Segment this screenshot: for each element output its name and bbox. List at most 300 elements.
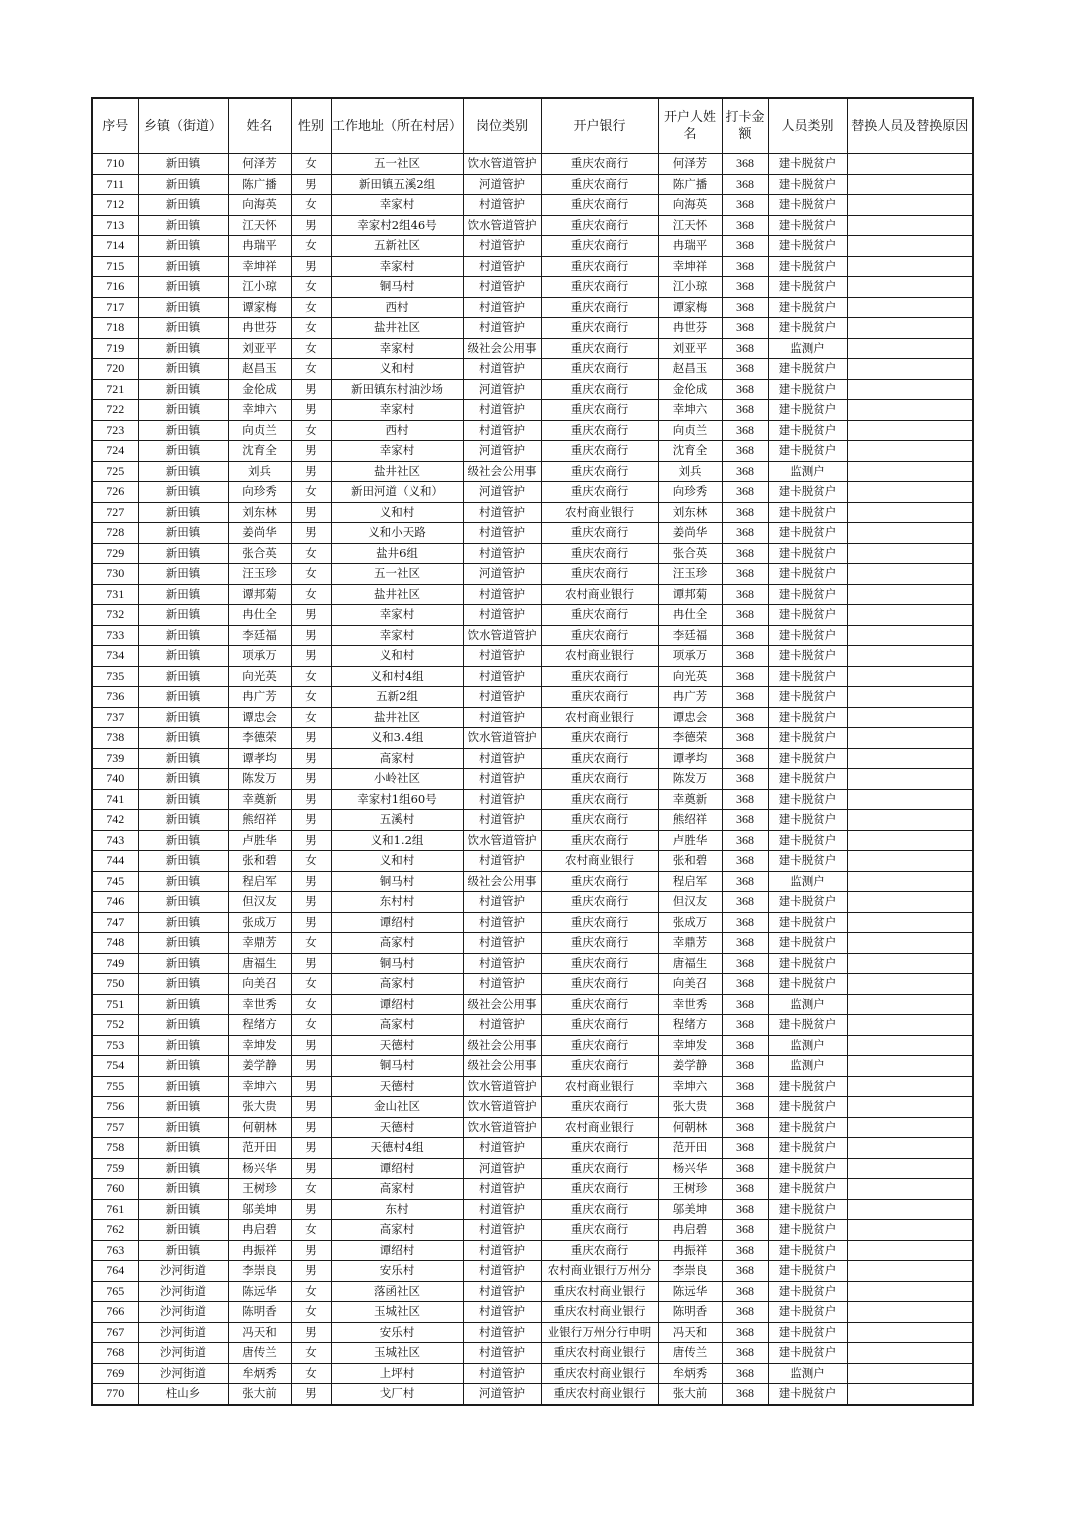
post-type-cell: 村道管护 xyxy=(463,748,541,769)
address-cell: 东村 xyxy=(331,1199,463,1220)
category-cell: 建卡脱贫户 xyxy=(768,707,847,728)
post-type-cell: 村道管护 xyxy=(463,769,541,790)
gender-cell: 男 xyxy=(291,523,331,544)
category-cell: 建卡脱贫户 xyxy=(768,277,847,298)
gender-cell: 女 xyxy=(291,195,331,216)
category-cell: 建卡脱贫户 xyxy=(768,1179,847,1200)
name-cell: 冉广芳 xyxy=(228,687,291,708)
serial-cell: 770 xyxy=(92,1384,138,1405)
amount-cell: 368 xyxy=(722,728,768,749)
replacement-cell xyxy=(847,1097,973,1118)
township-cell: 新田镇 xyxy=(138,707,228,728)
bank-cell: 重庆农商行 xyxy=(541,1138,658,1159)
gender-cell: 男 xyxy=(291,810,331,831)
bank-cell: 重庆农商行 xyxy=(541,810,658,831)
bank-cell: 重庆农商行 xyxy=(541,1035,658,1056)
account-holder-cell: 张大前 xyxy=(658,1384,722,1405)
table-row xyxy=(92,256,973,277)
replacement-cell xyxy=(847,851,973,872)
gender-cell: 女 xyxy=(291,482,331,503)
name-cell: 张大贵 xyxy=(228,1097,291,1118)
gender-cell: 女 xyxy=(291,707,331,728)
account-holder-cell: 向光英 xyxy=(658,666,722,687)
account-holder-cell: 李崇良 xyxy=(658,1261,722,1282)
bank-cell: 重庆农商行 xyxy=(541,789,658,810)
replacement-cell xyxy=(847,769,973,790)
serial-cell: 740 xyxy=(92,769,138,790)
replacement-cell xyxy=(847,871,973,892)
header-person-category: 人员类别 xyxy=(768,98,847,154)
post-type-cell: 村道管护 xyxy=(463,789,541,810)
address-cell: 五新社区 xyxy=(331,236,463,257)
category-cell: 建卡脱贫户 xyxy=(768,174,847,195)
replacement-cell xyxy=(847,1281,973,1302)
address-cell: 小岭社区 xyxy=(331,769,463,790)
table-row xyxy=(92,584,973,605)
header-replacement: 替换人员及替换原因 xyxy=(847,98,973,154)
serial-cell: 753 xyxy=(92,1035,138,1056)
name-cell: 冉仕全 xyxy=(228,605,291,626)
address-cell: 义和1.2组 xyxy=(331,830,463,851)
serial-cell: 754 xyxy=(92,1056,138,1077)
post-type-cell: 村道管护 xyxy=(463,1015,541,1036)
replacement-cell xyxy=(847,728,973,749)
category-cell: 建卡脱贫户 xyxy=(768,748,847,769)
category-cell: 建卡脱贫户 xyxy=(768,605,847,626)
township-cell: 新田镇 xyxy=(138,379,228,400)
serial-cell: 768 xyxy=(92,1343,138,1364)
table-row xyxy=(92,810,973,831)
gender-cell: 男 xyxy=(291,625,331,646)
table-row xyxy=(92,543,973,564)
name-cell: 冯天和 xyxy=(228,1322,291,1343)
bank-cell: 重庆农商行 xyxy=(541,195,658,216)
name-cell: 金伦成 xyxy=(228,379,291,400)
serial-cell: 729 xyxy=(92,543,138,564)
post-type-cell: 河道管护 xyxy=(463,564,541,585)
township-cell: 新田镇 xyxy=(138,297,228,318)
account-holder-cell: 幸坤六 xyxy=(658,400,722,421)
serial-cell: 723 xyxy=(92,420,138,441)
township-cell: 新田镇 xyxy=(138,359,228,380)
amount-cell: 368 xyxy=(722,892,768,913)
address-cell: 铜马村 xyxy=(331,871,463,892)
bank-cell: 重庆农商行 xyxy=(541,461,658,482)
township-cell: 新田镇 xyxy=(138,666,228,687)
post-type-cell: 级社会公用事 xyxy=(463,1035,541,1056)
bank-cell: 重庆农商行 xyxy=(541,769,658,790)
replacement-cell xyxy=(847,482,973,503)
gender-cell: 女 xyxy=(291,666,331,687)
bank-cell: 重庆农商行 xyxy=(541,1179,658,1200)
replacement-cell xyxy=(847,277,973,298)
bank-cell: 重庆农商行 xyxy=(541,523,658,544)
name-cell: 刘兵 xyxy=(228,461,291,482)
table-row xyxy=(92,851,973,872)
address-cell: 谭绍村 xyxy=(331,994,463,1015)
serial-cell: 734 xyxy=(92,646,138,667)
bank-cell: 重庆农商行 xyxy=(541,728,658,749)
serial-cell: 739 xyxy=(92,748,138,769)
serial-cell: 721 xyxy=(92,379,138,400)
amount-cell: 368 xyxy=(722,1363,768,1384)
bank-cell: 重庆农商行 xyxy=(541,687,658,708)
category-cell: 建卡脱贫户 xyxy=(768,666,847,687)
gender-cell: 女 xyxy=(291,297,331,318)
gender-cell: 女 xyxy=(291,1363,331,1384)
account-holder-cell: 刘亚平 xyxy=(658,338,722,359)
township-cell: 新田镇 xyxy=(138,1035,228,1056)
gender-cell: 女 xyxy=(291,338,331,359)
township-cell: 新田镇 xyxy=(138,1179,228,1200)
replacement-cell xyxy=(847,994,973,1015)
name-cell: 但汉友 xyxy=(228,892,291,913)
table-row xyxy=(92,174,973,195)
serial-cell: 731 xyxy=(92,584,138,605)
table-row xyxy=(92,338,973,359)
category-cell: 建卡脱贫户 xyxy=(768,441,847,462)
township-cell: 新田镇 xyxy=(138,769,228,790)
township-cell: 新田镇 xyxy=(138,400,228,421)
address-cell: 高家村 xyxy=(331,974,463,995)
category-cell: 建卡脱贫户 xyxy=(768,564,847,585)
post-type-cell: 饮水管道管护 xyxy=(463,1117,541,1138)
address-cell: 幸家村 xyxy=(331,195,463,216)
post-type-cell: 村道管护 xyxy=(463,195,541,216)
category-cell: 建卡脱贫户 xyxy=(768,1015,847,1036)
replacement-cell xyxy=(847,1035,973,1056)
account-holder-cell: 王树珍 xyxy=(658,1179,722,1200)
replacement-cell xyxy=(847,461,973,482)
township-cell: 新田镇 xyxy=(138,1220,228,1241)
amount-cell: 368 xyxy=(722,646,768,667)
gender-cell: 男 xyxy=(291,1056,331,1077)
bank-cell: 重庆农商行 xyxy=(541,912,658,933)
address-cell: 幸家村 xyxy=(331,400,463,421)
address-cell: 盐井社区 xyxy=(331,318,463,339)
header-account-holder: 开户人姓名 xyxy=(658,98,722,154)
serial-cell: 712 xyxy=(92,195,138,216)
address-cell: 谭绍村 xyxy=(331,1240,463,1261)
account-holder-cell: 向海英 xyxy=(658,195,722,216)
gender-cell: 女 xyxy=(291,359,331,380)
replacement-cell xyxy=(847,1363,973,1384)
amount-cell: 368 xyxy=(722,769,768,790)
bank-cell: 重庆农村商业银行 xyxy=(541,1343,658,1364)
address-cell: 幸家村 xyxy=(331,338,463,359)
gender-cell: 女 xyxy=(291,318,331,339)
amount-cell: 368 xyxy=(722,256,768,277)
bank-cell: 农村商业银行 xyxy=(541,584,658,605)
township-cell: 沙河街道 xyxy=(138,1302,228,1323)
category-cell: 建卡脱贫户 xyxy=(768,359,847,380)
category-cell: 建卡脱贫户 xyxy=(768,318,847,339)
township-cell: 新田镇 xyxy=(138,174,228,195)
table-row xyxy=(92,789,973,810)
post-type-cell: 村道管护 xyxy=(463,605,541,626)
replacement-cell xyxy=(847,707,973,728)
post-type-cell: 村道管护 xyxy=(463,277,541,298)
amount-cell: 368 xyxy=(722,584,768,605)
amount-cell: 368 xyxy=(722,461,768,482)
bank-cell: 重庆农商行 xyxy=(541,277,658,298)
category-cell: 监测户 xyxy=(768,1056,847,1077)
name-cell: 陈明香 xyxy=(228,1302,291,1323)
table-row xyxy=(92,154,973,175)
post-type-cell: 河道管护 xyxy=(463,174,541,195)
table-row xyxy=(92,666,973,687)
address-cell: 盐井社区 xyxy=(331,584,463,605)
name-cell: 刘东林 xyxy=(228,502,291,523)
bank-cell: 农村商业银行万州分 xyxy=(541,1261,658,1282)
name-cell: 冉世芬 xyxy=(228,318,291,339)
table-row xyxy=(92,1240,973,1261)
bank-cell: 农村商业银行 xyxy=(541,1117,658,1138)
address-cell: 幸家村1组60号 xyxy=(331,789,463,810)
account-holder-cell: 程启军 xyxy=(658,871,722,892)
township-cell: 新田镇 xyxy=(138,584,228,605)
replacement-cell xyxy=(847,441,973,462)
amount-cell: 368 xyxy=(722,994,768,1015)
address-cell: 五溪村 xyxy=(331,810,463,831)
replacement-cell xyxy=(847,830,973,851)
category-cell: 监测户 xyxy=(768,871,847,892)
account-holder-cell: 谭家梅 xyxy=(658,297,722,318)
gender-cell: 男 xyxy=(291,1097,331,1118)
bank-cell: 重庆农商行 xyxy=(541,666,658,687)
table-row xyxy=(92,1015,973,1036)
address-cell: 玉城社区 xyxy=(331,1302,463,1323)
replacement-cell xyxy=(847,1056,973,1077)
replacement-cell xyxy=(847,1117,973,1138)
township-cell: 沙河街道 xyxy=(138,1363,228,1384)
header-township: 乡镇（街道） xyxy=(138,98,228,154)
post-type-cell: 饮水管道管护 xyxy=(463,625,541,646)
amount-cell: 368 xyxy=(722,502,768,523)
serial-cell: 762 xyxy=(92,1220,138,1241)
bank-cell: 重庆农村商业银行 xyxy=(541,1363,658,1384)
name-cell: 谭邦菊 xyxy=(228,584,291,605)
township-cell: 新田镇 xyxy=(138,892,228,913)
category-cell: 建卡脱贫户 xyxy=(768,892,847,913)
bank-cell: 重庆农商行 xyxy=(541,174,658,195)
replacement-cell xyxy=(847,1015,973,1036)
township-cell: 沙河街道 xyxy=(138,1343,228,1364)
amount-cell: 368 xyxy=(722,564,768,585)
account-holder-cell: 冉瑞平 xyxy=(658,236,722,257)
bank-cell: 农村商业银行 xyxy=(541,502,658,523)
township-cell: 新田镇 xyxy=(138,1097,228,1118)
name-cell: 汪玉珍 xyxy=(228,564,291,585)
address-cell: 落函社区 xyxy=(331,1281,463,1302)
category-cell: 建卡脱贫户 xyxy=(768,1220,847,1241)
gender-cell: 男 xyxy=(291,789,331,810)
table-row xyxy=(92,195,973,216)
bank-cell: 重庆农商行 xyxy=(541,1097,658,1118)
category-cell: 建卡脱贫户 xyxy=(768,1076,847,1097)
account-holder-cell: 金伦成 xyxy=(658,379,722,400)
category-cell: 建卡脱贫户 xyxy=(768,1240,847,1261)
address-cell: 新田河道（义和） xyxy=(331,482,463,503)
township-cell: 新田镇 xyxy=(138,851,228,872)
replacement-cell xyxy=(847,974,973,995)
amount-cell: 368 xyxy=(722,1179,768,1200)
township-cell: 沙河街道 xyxy=(138,1261,228,1282)
serial-cell: 752 xyxy=(92,1015,138,1036)
township-cell: 新田镇 xyxy=(138,154,228,175)
address-cell: 谭绍村 xyxy=(331,1158,463,1179)
name-cell: 幸奠新 xyxy=(228,789,291,810)
name-cell: 沈育全 xyxy=(228,441,291,462)
table-row xyxy=(92,748,973,769)
table-row xyxy=(92,728,973,749)
replacement-cell xyxy=(847,1302,973,1323)
post-type-cell: 村道管护 xyxy=(463,1302,541,1323)
category-cell: 监测户 xyxy=(768,1363,847,1384)
table-row xyxy=(92,1343,973,1364)
address-cell: 新田镇五溪2组 xyxy=(331,174,463,195)
gender-cell: 女 xyxy=(291,420,331,441)
gender-cell: 男 xyxy=(291,1158,331,1179)
gender-cell: 女 xyxy=(291,1343,331,1364)
bank-cell: 重庆农商行 xyxy=(541,441,658,462)
amount-cell: 368 xyxy=(722,154,768,175)
name-cell: 程启军 xyxy=(228,871,291,892)
table-row xyxy=(92,359,973,380)
township-cell: 新田镇 xyxy=(138,502,228,523)
address-cell: 上坪村 xyxy=(331,1363,463,1384)
name-cell: 刘亚平 xyxy=(228,338,291,359)
account-holder-cell: 谭邦菊 xyxy=(658,584,722,605)
address-cell: 铜马村 xyxy=(331,953,463,974)
township-cell: 新田镇 xyxy=(138,871,228,892)
gender-cell: 男 xyxy=(291,1261,331,1282)
serial-cell: 715 xyxy=(92,256,138,277)
replacement-cell xyxy=(847,933,973,954)
bank-cell: 农村商业银行 xyxy=(541,851,658,872)
replacement-cell xyxy=(847,195,973,216)
address-cell: 东村村 xyxy=(331,892,463,913)
gender-cell: 女 xyxy=(291,564,331,585)
township-cell: 新田镇 xyxy=(138,523,228,544)
replacement-cell xyxy=(847,1199,973,1220)
serial-cell: 720 xyxy=(92,359,138,380)
serial-cell: 743 xyxy=(92,830,138,851)
address-cell: 义和村4组 xyxy=(331,666,463,687)
amount-cell: 368 xyxy=(722,379,768,400)
township-cell: 沙河街道 xyxy=(138,1322,228,1343)
post-type-cell: 村道管护 xyxy=(463,1240,541,1261)
account-holder-cell: 向美召 xyxy=(658,974,722,995)
table-row xyxy=(92,1035,973,1056)
township-cell: 新田镇 xyxy=(138,318,228,339)
name-cell: 邬美坤 xyxy=(228,1199,291,1220)
address-cell: 新田镇东村油沙场 xyxy=(331,379,463,400)
account-holder-cell: 李廷福 xyxy=(658,625,722,646)
post-type-cell: 级社会公用事 xyxy=(463,871,541,892)
address-cell: 五一社区 xyxy=(331,564,463,585)
address-cell: 铜马村 xyxy=(331,1056,463,1077)
amount-cell: 368 xyxy=(722,1056,768,1077)
table-row xyxy=(92,707,973,728)
serial-cell: 759 xyxy=(92,1158,138,1179)
account-holder-cell: 何朝林 xyxy=(658,1117,722,1138)
bank-cell: 重庆农商行 xyxy=(541,564,658,585)
post-type-cell: 村道管护 xyxy=(463,666,541,687)
address-cell: 义和村 xyxy=(331,359,463,380)
address-cell: 义和小天路 xyxy=(331,523,463,544)
name-cell: 冉启碧 xyxy=(228,1220,291,1241)
address-cell: 幸家村 xyxy=(331,441,463,462)
post-type-cell: 村道管护 xyxy=(463,318,541,339)
gender-cell: 男 xyxy=(291,256,331,277)
post-type-cell: 村道管护 xyxy=(463,523,541,544)
township-cell: 新田镇 xyxy=(138,236,228,257)
serial-cell: 733 xyxy=(92,625,138,646)
table-row xyxy=(92,461,973,482)
amount-cell: 368 xyxy=(722,359,768,380)
amount-cell: 368 xyxy=(722,1220,768,1241)
gender-cell: 男 xyxy=(291,769,331,790)
amount-cell: 368 xyxy=(722,195,768,216)
serial-cell: 717 xyxy=(92,297,138,318)
category-cell: 建卡脱贫户 xyxy=(768,256,847,277)
account-holder-cell: 刘兵 xyxy=(658,461,722,482)
replacement-cell xyxy=(847,584,973,605)
replacement-cell xyxy=(847,1343,973,1364)
amount-cell: 368 xyxy=(722,1240,768,1261)
amount-cell: 368 xyxy=(722,543,768,564)
township-cell: 新田镇 xyxy=(138,461,228,482)
account-holder-cell: 幸坤六 xyxy=(658,1076,722,1097)
gender-cell: 男 xyxy=(291,1384,331,1405)
table-row xyxy=(92,933,973,954)
amount-cell: 368 xyxy=(722,810,768,831)
post-type-cell: 村道管护 xyxy=(463,933,541,954)
township-cell: 新田镇 xyxy=(138,810,228,831)
replacement-cell xyxy=(847,215,973,236)
amount-cell: 368 xyxy=(722,277,768,298)
serial-cell: 724 xyxy=(92,441,138,462)
serial-cell: 735 xyxy=(92,666,138,687)
gender-cell: 男 xyxy=(291,1076,331,1097)
name-cell: 向光英 xyxy=(228,666,291,687)
replacement-cell xyxy=(847,359,973,380)
account-holder-cell: 赵昌玉 xyxy=(658,359,722,380)
post-type-cell: 村道管护 xyxy=(463,543,541,564)
gender-cell: 女 xyxy=(291,1302,331,1323)
replacement-cell xyxy=(847,379,973,400)
amount-cell: 368 xyxy=(722,236,768,257)
address-cell: 天德村 xyxy=(331,1076,463,1097)
serial-cell: 716 xyxy=(92,277,138,298)
gender-cell: 男 xyxy=(291,871,331,892)
bank-cell: 重庆农商行 xyxy=(541,625,658,646)
account-holder-cell: 张合英 xyxy=(658,543,722,564)
serial-cell: 760 xyxy=(92,1179,138,1200)
replacement-cell xyxy=(847,420,973,441)
name-cell: 何朝林 xyxy=(228,1117,291,1138)
serial-cell: 744 xyxy=(92,851,138,872)
gender-cell: 男 xyxy=(291,441,331,462)
bank-cell: 重庆农商行 xyxy=(541,1158,658,1179)
post-type-cell: 级社会公用事 xyxy=(463,994,541,1015)
gender-cell: 男 xyxy=(291,748,331,769)
category-cell: 建卡脱贫户 xyxy=(768,1158,847,1179)
account-holder-cell: 张大贵 xyxy=(658,1097,722,1118)
address-cell: 五一社区 xyxy=(331,154,463,175)
account-holder-cell: 冉广芳 xyxy=(658,687,722,708)
